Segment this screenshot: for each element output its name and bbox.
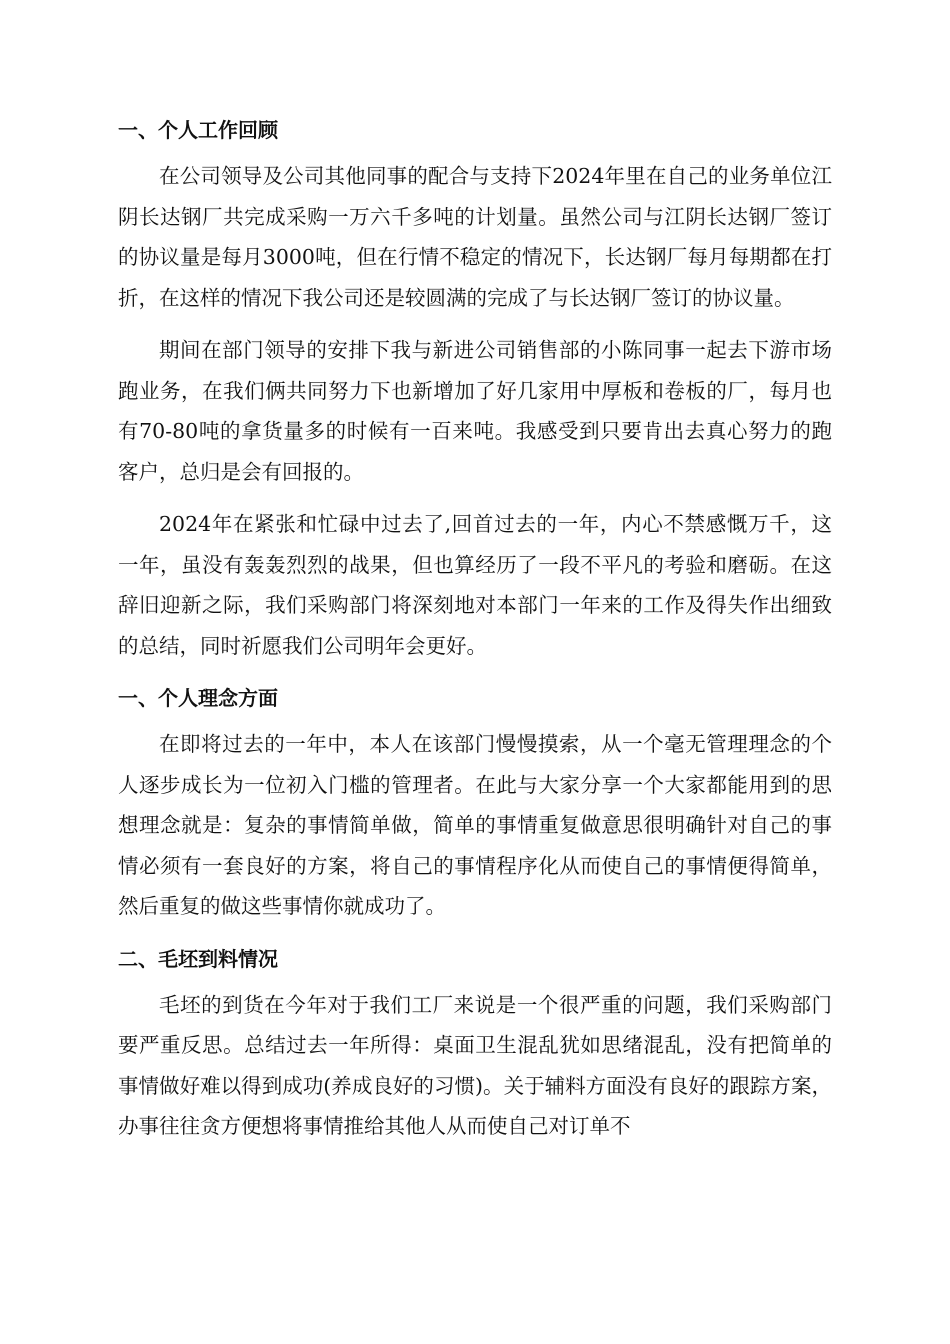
section-heading-blank-delivery: 二、毛坯到料情况: [118, 946, 278, 971]
paragraph-management-philosophy: 在即将过去的一年中，本人在该部门慢慢摸索，从一个毫无管理理念的个人逐步成长为一位初入门槛的管理者。在此与大家分享一个大家都能用到的思想理念就是：复杂的事情简单做，简单的事情重复做意思很明确针对自己的事情必须有一套良好的方案，将自己的事情程序化从而使自己的事情便得简单，然后重复的做这些事情你就成功了。: [118, 732, 832, 918]
section-heading-personal-philosophy: 一、个人理念方面: [118, 686, 278, 710]
document-body: [118, 110, 832, 1159]
paragraph-year-summary: 2024年在紧张和忙碌中过去了,回首过去的一年，内心不禁感慨万千，这一年，虽没有轰轰烈烈的战果，但也算经历了一段不平凡的考验和磨砺。在这辞旧迎新之际，我们采购部门将深刻地对本部门一年来的工作及得失作出细致的总结，同时祈愿我们公司明年会更好。: [118, 512, 832, 658]
section-heading-work-review: 一、个人工作回顾: [118, 118, 278, 142]
paragraph-purchase-volume: 在公司领导及公司其他同事的配合与支持下2024年里在自己的业务单位江阴长达钢厂共完成采购一万六千多吨的计划量。虽然公司与江阴长达钢厂签订的协议量是每月3000吨，但在行情不稳定的情况下，长达钢厂每月每期都在打折，在这样的情况下我公司还是较圆满的完成了与长达钢厂签订的协议量。: [118, 164, 832, 310]
paragraph-market-expansion: 期间在部门领导的安排下我与新进公司销售部的小陈同事一起去下游市场跑业务，在我们俩共同努力下也新增加了好几家用中厚板和卷板的厂，每月也有70-80吨的拿货量多的时候有一百来吨。我感受到只要肯出去真心努力的跑客户，总归是会有回报的。: [118, 338, 832, 484]
paragraph-blank-delivery: 毛坯的到货在今年对于我们工厂来说是一个很严重的问题，我们采购部门要严重反思。总结过去一年所得：桌面卫生混乱犹如思绪混乱，没有把简单的事情做好难以得到成功(养成良好的习惯)。关于辅料方面没有良好的跟踪方案，办事往往贪方便想将事情推给其他人从而使自己对订单不: [118, 992, 832, 1138]
